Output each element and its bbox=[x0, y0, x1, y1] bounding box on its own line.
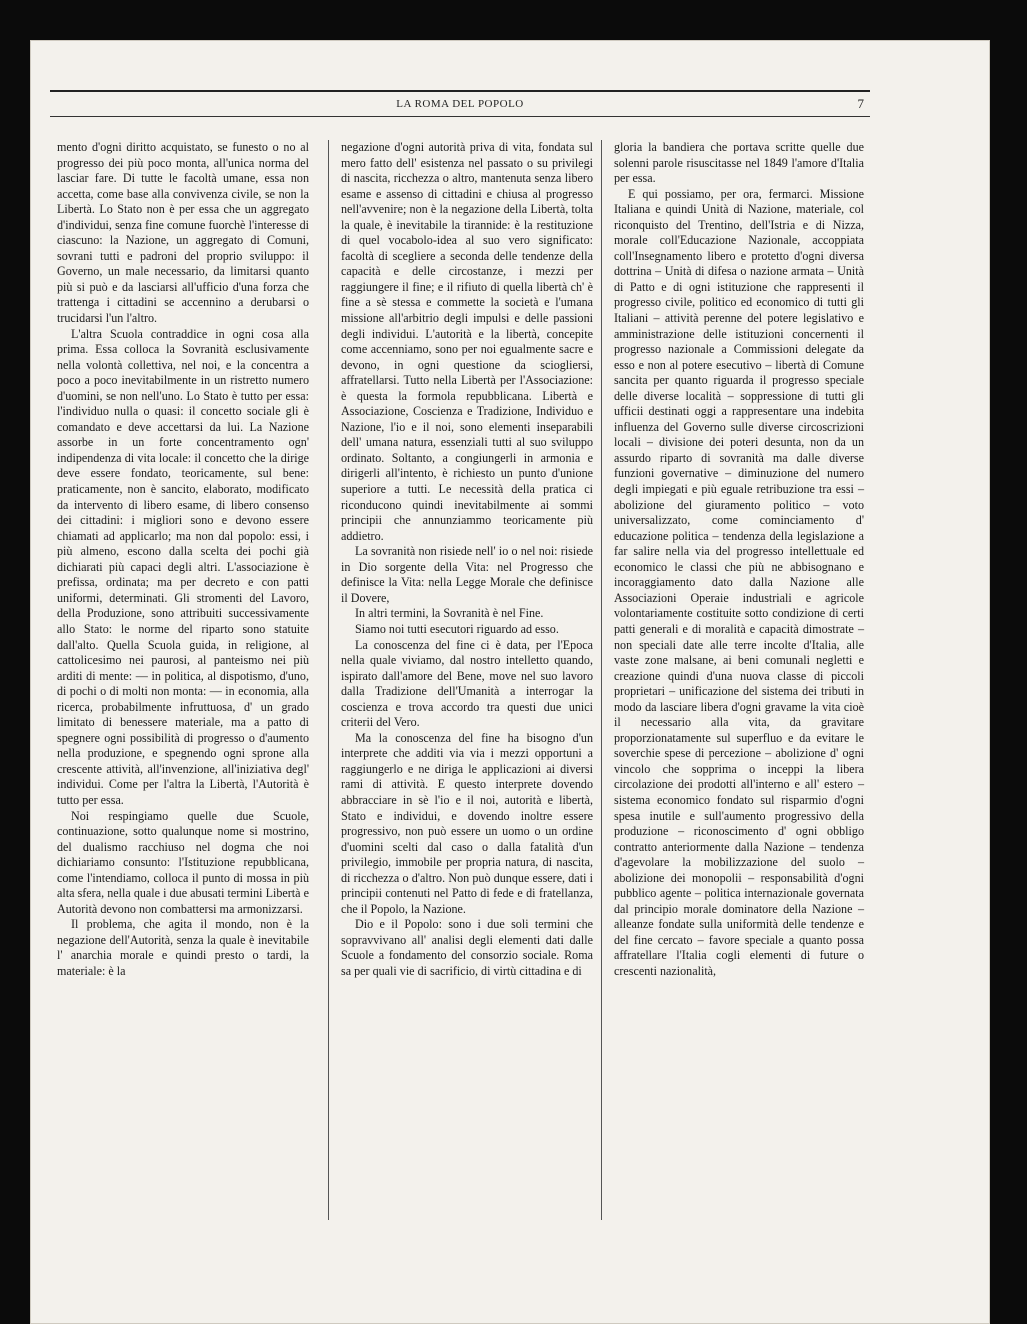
paragraph: Siamo noi tutti esecutori riguardo ad esso. bbox=[355, 621, 559, 636]
running-title: LA ROMA DEL POPOLO bbox=[396, 98, 524, 110]
page-header bbox=[50, 90, 870, 120]
text-column-2 bbox=[341, 140, 593, 980]
paragraph: Ma la conoscenza del fine ha bisogno d'un interprete che additi via via i mezzi opportuni a raggiungerlo e ne diriga le applicazioni ai diversi rami di attività. E questo interprete dovendo abbracciare in sè l'io e il noi, autorità e libertà, Stato e individui, e dovendo inoltre essere progressivo, non può essere un uomo o un ordine d'uomini scelti dal caso o dalla fatalità d'un privilegio, immobile per propria natura, di nascita, di ricchezza o d'altro. Non può dunque essere, dati i principii contenuti nel Patto di fede e di fratellanza, che il Popolo, la Nazione. bbox=[341, 730, 593, 916]
paragraph: La sovranità non risiede nell' io o nel noi: risiede in Dio sorgente della Vita: nel Progresso che definisce la Vita: nella Legge Morale che definisce il Dovere, bbox=[341, 544, 593, 605]
column-divider bbox=[601, 140, 602, 1220]
paragraph: mento d'ogni diritto acquistato, se funesto o no al progresso dei più poco monta, all'unica norma del lasciar fare. Di tutte le facoltà umane, essa non accetta, come base alla convivenza civile, se non la Libertà. Lo Stato non è per essa che un aggregato d'individui, senza fine comune fuorchè l'interesse di ciascuno: la Nazione, un aggregato di Comuni, sovrani tutti e padroni del proprio sviluppo: il Governo, un male necessario, da limitarsi quanto più si può e da lasciarsi all'ufficio d'una forza che trattenga i cittadini se accennino a derubarsi o trucidarsi l'un l'altro. bbox=[57, 140, 309, 326]
paragraph: Il problema, che agita il mondo, non è la negazione dell'Autorità, senza la quale è inevitabile l' anarchia morale e quindi presto o tardi, la materiale: è la bbox=[57, 917, 309, 978]
paragraph: La conoscenza del fine ci è data, per l'Epoca nella quale viviamo, dal nostro intelletto quando, ispirato dall'amore del Bene, move nel suo lavoro dalla Tradizione dell'Umanità a interrogar la coscienza e trova accordo tra questi due unici criterii del Vero. bbox=[341, 637, 593, 730]
paragraph: negazione d'ogni autorità priva di vita, fondata sul mero fatto dell' esistenza nel passato o su privilegi di nascita, ricchezza o altro, mantenuta senza libero esame e assenso di cittadini e chiusa al progresso nell'avvenire; non è la negazione della Libertà, tolta la quale, è inevitabile la tirannide: è la restituzione di quel vocabolo-idea al suo vero significato: facoltà di scegliere a seconda delle tendenze della capacità e delle circostanze, i mezzi per raggiungere il fine; e il rifiuto di quella libertà ch' è fine a sè stessa e commette la società e l'umana missione all'arbitrio degli impulsi e delle passioni degli individui. L'autorità e la libertà, concepite come accenniamo, sono per noi egualmente sacre e devono, in ogni questione da sciogliersi, affratellarsi. Tutto nella Libertà per l'Associazione: è questa la formola repubblicana. Libertà e Associazione, Coscienza e Tradizione, Individuo e Nazione, l'io e il noi, sono elementi inseparabili dell' umana natura, essenziali tutti al suo sviluppo ordinato. Soltanto, a congiungerli in armonia e dirigerli all'intento, è richiesto un punto d'unione superiore a tutti. Le necessità della pratica ci riconducono quindi inevitabilmente ai sommi principii che annunziammo teoricamente più addietro. bbox=[341, 140, 593, 543]
header-rule-bottom bbox=[50, 116, 870, 117]
text-column-1 bbox=[57, 140, 309, 980]
paragraph: Noi respingiamo quelle due Scuole, continuazione, sotto qualunque nome si mostrino, del dualismo racchiuso nel dogma che noi dichiariamo consunto: l'Istituzione repubblicana, come l'intendiamo, colloca il punto di mossa in più alta sfera, nella quale i due abusati termini Libertà e Autorità devono non combattersi ma armonizzarsi. bbox=[57, 808, 309, 916]
paragraph: In altri termini, la Sovranità è nel Fine. bbox=[355, 606, 544, 621]
paragraph: Dio e il Popolo: sono i due soli termini che sopravvivano all' analisi degli elementi dati dalle Scuole a fondamento del consorzio sociale. Roma sa per quali vie di sacrificio, di virtù cittadina e di bbox=[341, 917, 593, 978]
header-rule-top bbox=[50, 90, 870, 92]
paragraph: E qui possiamo, per ora, fermarci. Missione Italiana e quindi Unità di Nazione, materiale, col riconquisto del Trentino, dell'Istria e di Nizza, morale coll'Educazione Nazionale, accoppiata coll'Insegnamento libero e protetto d'ogni diversa dottrina – Unità di difesa o nazione armata – Unità di Patto e di ogni istituzione che rappresenti il progresso civile, politico ed economico di tutti gli Italiani – attività perenne del potere legislativo e amministrazione delle istituzioni concernenti il progresso nazionale a Commissioni delegate da esso e non al potere esecutivo – libertà di Comune sancita per quanto riguarda il progresso speciale delle diverse località – soppressione di tutti gli ufficii destinati oggi a rappresentare una indebita influenza del Governo sulle diverse circoscrizioni locali – divisione dei poteri desunta, non da un assurdo riparto di sovranità ma dalle diverse funzioni governative – diminuzione del numero degli impiegati e più eguale retribuzione tra essi – abolizione del giuramento politico – voto universalizzato, come cominciamento d' educazione politica – tendenza della legislazione a far salire nella via del progresso intellettuale ed economico le classi che più ne abbisognano e incoraggiamento dato dalla Nazione alle Associazioni Operaie industriali e agricole volontariamente costituite sotto condizione di certi patti generali e di moralità e capacità dimostrate – non speciali date alle terre incolte d'Italia, alle vaste zone malsane, ai beni comunali negletti e creazione quindi d'una nuova classe di piccoli proprietari – unificazione del sistema dei tributi in modo da lasciare libera d'ogni gravame la vita cioè il necessario alla vita, da gravitare proporzionatamente sul superfluo e da evitare le soverchie spese di percezione – abolizione d' ogni vincolo che sopprima o inceppi la libera circolazione dei prodotti all'interno e all' estero – sistema economico fondato sul risparmio d'ogni spesa inutile e sull'aumento progressivo della produzione – riconoscimento d' ogni obbligo contratto anteriormente dalla Nazione – tendenza d'agevolare la mobilizzazione del suolo – abolizione dei monopolii – responsabilità d'ogni pubblico agente – politica internazionale governata dal principio morale dominatore della Nazione – alleanze fondate sulla uniformità delle tendenze e del fine cercato – favore speciale a quanto possa affratellare l'Italia cogli elementi di future o crescenti nazionalità, bbox=[614, 186, 864, 978]
page-number: 7 bbox=[857, 96, 864, 111]
paragraph: gloria la bandiera che portava scritte quelle due solenni parole risuscitasse nel 1849 l'amore d'Italia per essa. bbox=[614, 140, 864, 186]
text-column-3 bbox=[614, 140, 864, 980]
column-divider bbox=[328, 140, 329, 1220]
paragraph: L'altra Scuola contraddice in ogni cosa alla prima. Essa colloca la Sovranità esclusivamente nella volontà collettiva, nel noi, e la concentra a poco a poco inevitabilmente in un ristretto numero d'uomini, se non nell'uno. Lo Stato è tutto per essa: l'individuo nulla o quasi: il concetto sociale gli è comandato e deve accettarsi da lui. La Nazione assorbe in un forte concentramento ogn' indipendenza di vita locale: il concetto che la dirige deve essere fondato, teoricamente, sul bene: praticamente, non è sancito, elaborato, modificato da intervento di libero esame, di libero consenso dei cittadini: i migliori sono e devono essere chiamati ad applicarlo; ma non dal popolo: essi, i più almeno, escono dalla scelta dei pochi già dichiarati più capaci degli altri. L'associazione è prefissa, ordinata; ma per decreto e con patti uniformi, determinati. Gli stromenti del Lavoro, della Produzione, sono attribuiti successivamente allo Stato: le norme del riparto sono statuite dall'alto. Quella Scuola guida, in religione, al cattolicesimo nei paurosi, al panteismo nei più arditi di mente: — in politica, al dispotismo, d'uno, di pochi o di molti non monta: — in economia, alla ricerca, probabilmente infruttuosa, d' un grado limitato di benessere materiale, ma a patto di spegnere ogni possibilità di progresso o d'aumento nella produzione, e spegnendo ogni sprone alla crescente attività, all'invenzione, all'iniziativa degl' individui. Come per l'altra la Libertà, l'Autorità è tutto per essa. bbox=[57, 326, 309, 807]
